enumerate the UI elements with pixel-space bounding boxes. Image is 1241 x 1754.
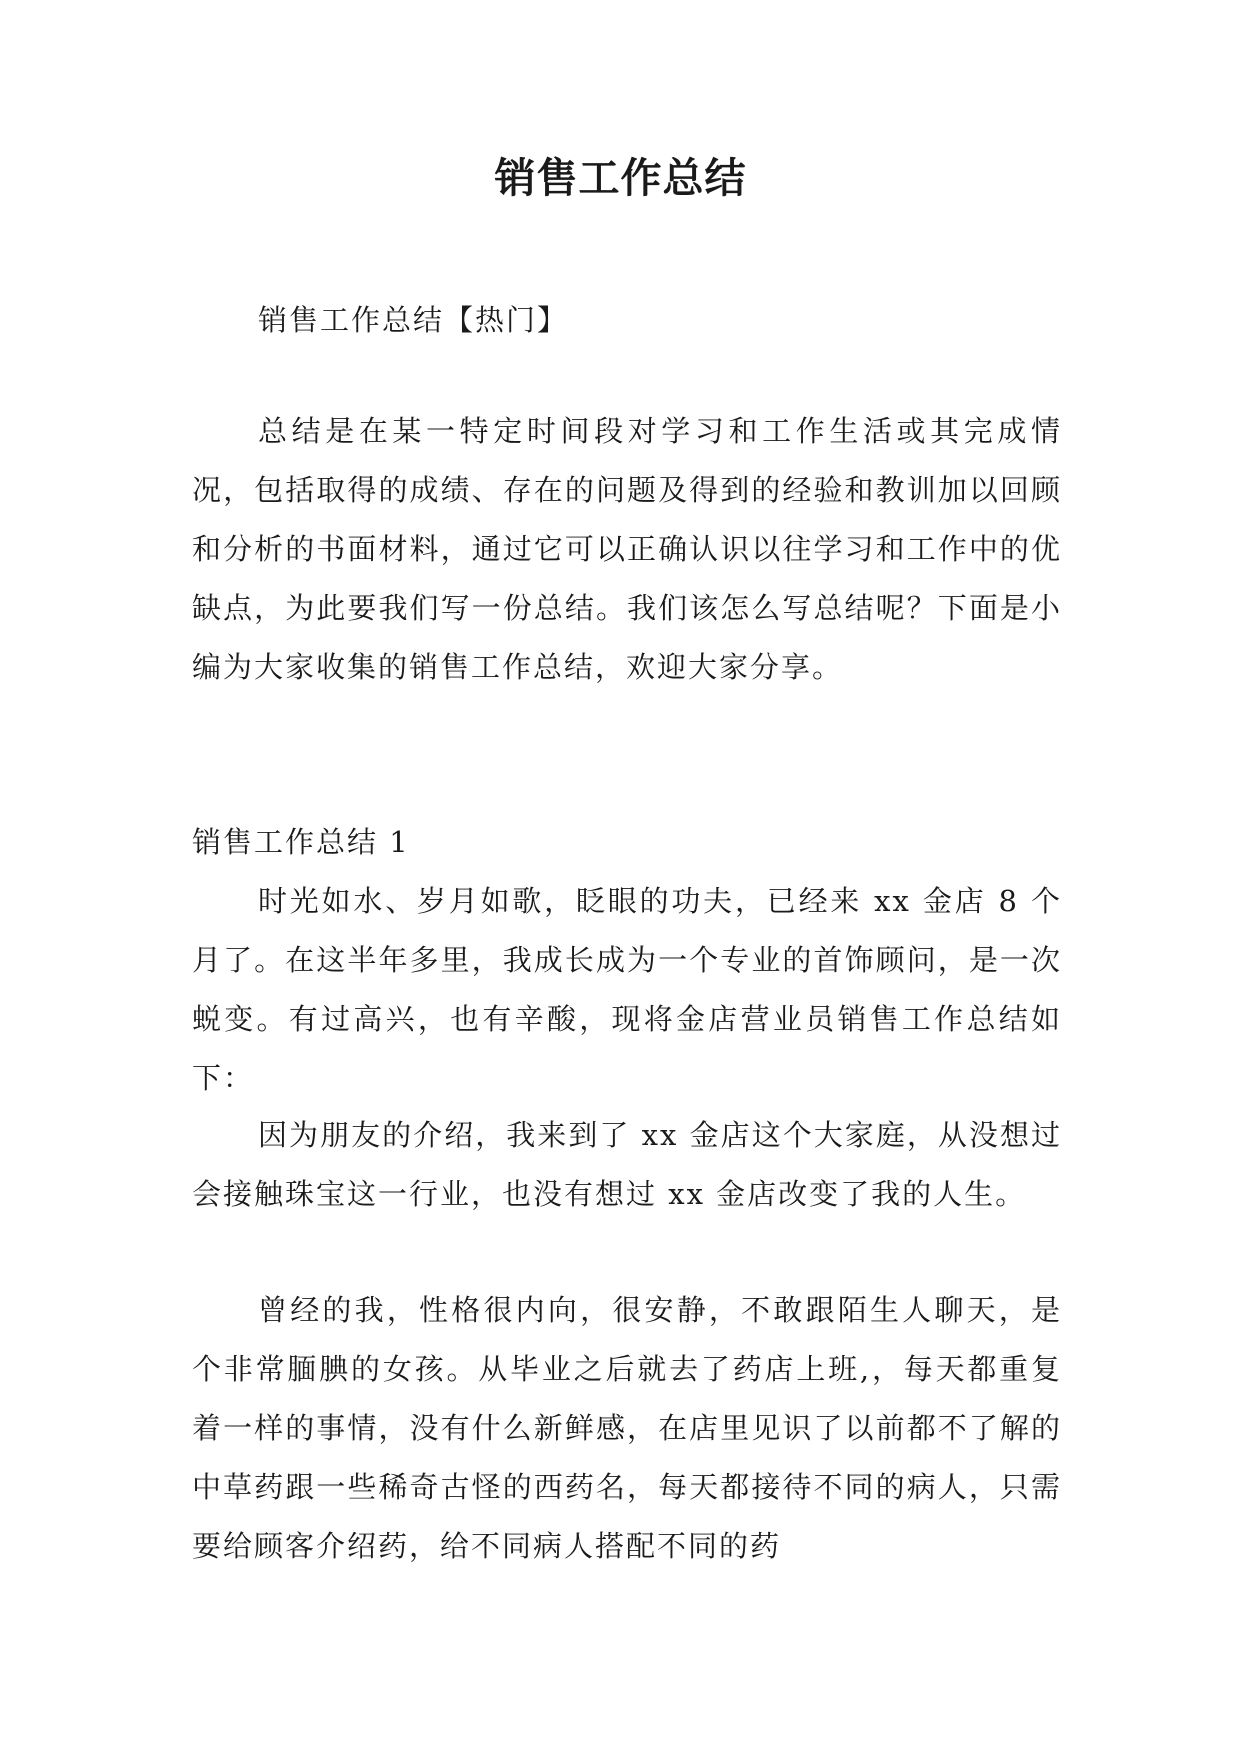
body-paragraph: 时光如水、岁月如歌，眨眼的功夫，已经来 xx 金店 8 个月了。在这半年多里，我成长成为一个专业的首饰顾问，是一次蜕变。有过高兴，也有辛酸，现将金店营业员销售工作总结如下： [192, 884, 1062, 1095]
document-subtitle: 销售工作总结【热门】 [258, 303, 569, 337]
section-heading: 销售工作总结 1 [192, 825, 410, 859]
intro-paragraph: 总结是在某一特定时间段对学习和工作生活或其完成情况，包括取得的成绩、存在的问题及得到的经验和教训加以回顾和分析的书面材料，通过它可以正确认识以往学习和工作中的优缺点，为此要我们写一份总结。我们该怎么写总结呢？下面是小编为大家收集的销售工作总结，欢迎大家分享。 [192, 414, 1062, 684]
body-paragraph: 曾经的我，性格很内向，很安静，不敢跟陌生人聊天，是个非常腼腆的女孩。从毕业之后就去了药店上班,，每天都重复着一样的事情，没有什么新鲜感，在店里见识了以前都不了解的中草药跟一些稀奇古怪的西药名，每天都接待不同的病人，只需要给顾客介绍药，给不同病人搭配不同的药 [192, 1293, 1062, 1563]
document-title: 销售工作总结 [494, 154, 747, 202]
body-paragraph: 因为朋友的介绍，我来到了 xx 金店这个大家庭，从没想过会接触珠宝这一行业，也没有想过 xx 金店改变了我的人生。 [192, 1118, 1062, 1211]
